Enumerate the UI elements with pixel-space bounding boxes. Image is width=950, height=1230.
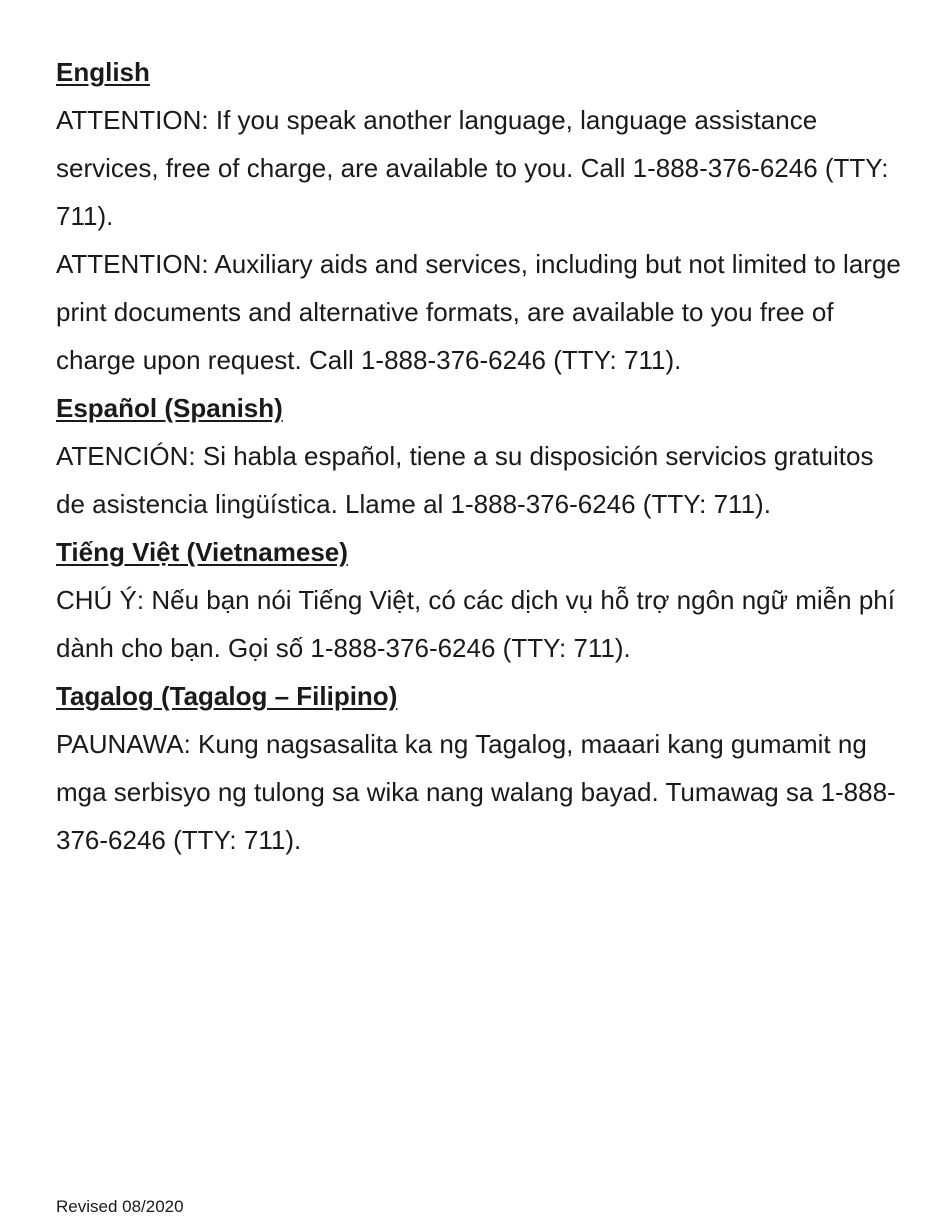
english-notice-language-assistance: ATTENTION: If you speak another language, language assistance services, free of charge, are available to you. Call 1-888-376-6246 (TTY: 711).	[56, 105, 889, 231]
section-heading-spanish: Español (Spanish)	[56, 393, 283, 423]
english-notice-auxiliary-aids: ATTENTION: Auxiliary aids and services, including but not limited to large print documents and alternative formats, are available to you free of charge upon request. Call 1-888-376-6246 (TTY: 711).	[56, 249, 901, 375]
section-heading-english: English	[56, 57, 150, 87]
section-tagalog	[56, 672, 906, 864]
document-body	[56, 48, 906, 864]
section-heading-tagalog: Tagalog (Tagalog – Filipino)	[56, 681, 398, 711]
section-heading-vietnamese: Tiếng Việt (Vietnamese)	[56, 537, 348, 567]
section-english	[56, 48, 906, 384]
tagalog-notice: PAUNAWA: Kung nagsasalita ka ng Tagalog, maaari kang gumamit ng mga serbisyo ng tulong sa wika nang walang bayad. Tumawag sa 1-888-376-6246 (TTY: 711).	[56, 729, 896, 855]
revision-date: Revised 08/2020	[56, 1197, 184, 1216]
spanish-notice: ATENCIÓN: Si habla español, tiene a su disposición servicios gratuitos de asistencia lingüística. Llame al 1-888-376-6246 (TTY: 711).	[56, 441, 874, 519]
section-spanish	[56, 384, 906, 528]
section-vietnamese	[56, 528, 906, 672]
vietnamese-notice: CHÚ Ý: Nếu bạn nói Tiếng Việt, có các dịch vụ hỗ trợ ngôn ngữ miễn phí dành cho bạn. Gọi số 1-888-376-6246 (TTY: 711).	[56, 585, 895, 663]
